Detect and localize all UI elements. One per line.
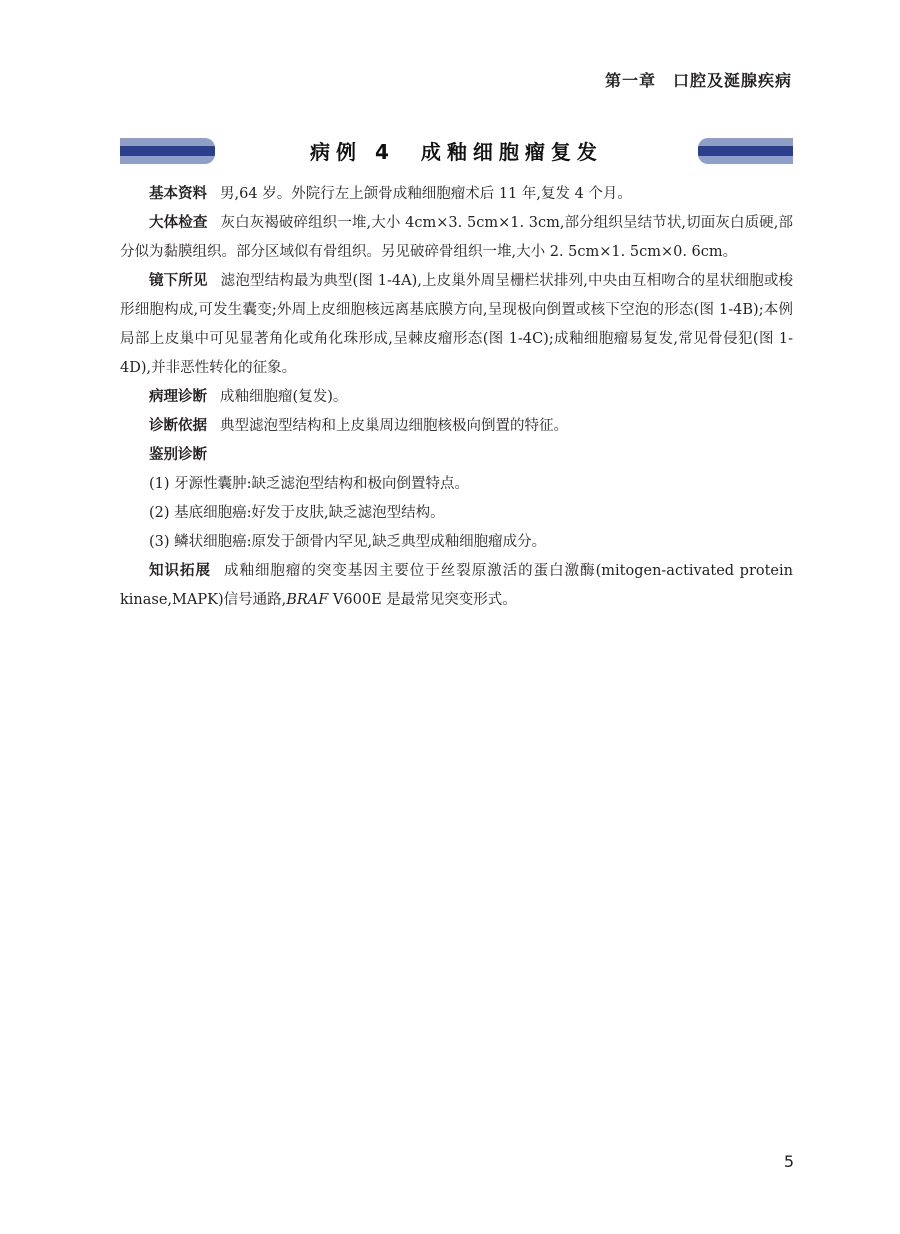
case-title: 病例 4 成釉细胞瘤复发 bbox=[310, 140, 603, 164]
differential-label: 鉴别诊断 bbox=[149, 447, 207, 463]
gene-name: BRAF bbox=[286, 592, 329, 608]
gross-exam-paragraph bbox=[120, 209, 793, 267]
gross-exam-text: 灰白灰褐破碎组织一堆,大小 4cm×3. 5cm×1. 3cm,部分组织呈结节状,切面灰白质硬,部分似为黏膜组织。部分区域似有骨组织。另见破碎骨组织一堆,大小 2. 5cm×1. 5cm×0. 6cm。 bbox=[120, 215, 793, 260]
diagnosis-paragraph bbox=[120, 383, 793, 412]
basis-paragraph bbox=[120, 412, 793, 441]
basis-label: 诊断依据 bbox=[149, 418, 207, 434]
microscopy-paragraph bbox=[120, 267, 793, 383]
case-title-banner bbox=[120, 138, 793, 164]
page-number: 5 bbox=[783, 1152, 794, 1171]
diagnosis-label: 病理诊断 bbox=[149, 389, 207, 405]
knowledge-text: 成釉细胞瘤的突变基因主要位于丝裂原激活的蛋白激酶(mitogen-activated protein kinase,MAPK)信号通路, bbox=[120, 563, 793, 608]
basic-info-label: 基本资料 bbox=[149, 186, 207, 202]
knowledge-label: 知识拓展 bbox=[149, 563, 211, 579]
differential-heading-paragraph bbox=[120, 441, 793, 470]
basic-info-text: 男,64 岁。外院行左上颌骨成釉细胞瘤术后 11 年,复发 4 个月。 bbox=[220, 186, 632, 202]
microscopy-text: 滤泡型结构最为典型(图 1-4A),上皮巢外周呈栅栏状排列,中央由互相吻合的星状细胞或梭形细胞构成,可发生囊变;外周上皮细胞核远离基底膜方向,呈现极向倒置或核下空泡的形态(图 1-4B);本例局部上皮巢中可见显著角化或角化珠形成,呈棘皮瘤形态(图 1-4C);成釉细胞瘤易复发,常见骨侵犯(图 1-4D),并非恶性转化的征象。 bbox=[120, 273, 793, 376]
knowledge-text-end: V600E 是最常见突变形式。 bbox=[328, 592, 517, 608]
gross-exam-label: 大体检查 bbox=[149, 215, 208, 231]
knowledge-paragraph bbox=[120, 557, 793, 615]
microscopy-label: 镜下所见 bbox=[149, 273, 208, 289]
running-header: 第一章 口腔及涎腺疾病 bbox=[604, 71, 792, 90]
differential-item: (2) 基底细胞癌:好发于皮肤,缺乏滤泡型结构。 bbox=[149, 505, 445, 521]
basic-info-paragraph bbox=[120, 180, 793, 209]
differential-item: (1) 牙源性囊肿:缺乏滤泡型结构和极向倒置特点。 bbox=[149, 476, 470, 492]
case-body bbox=[120, 180, 793, 615]
diagnosis-text: 成釉细胞瘤(复发)。 bbox=[220, 389, 348, 405]
basis-text: 典型滤泡型结构和上皮巢周边细胞核极向倒置的特征。 bbox=[220, 418, 569, 434]
differential-item: (3) 鳞状细胞癌:原发于颌骨内罕见,缺乏典型成釉细胞瘤成分。 bbox=[149, 534, 547, 550]
